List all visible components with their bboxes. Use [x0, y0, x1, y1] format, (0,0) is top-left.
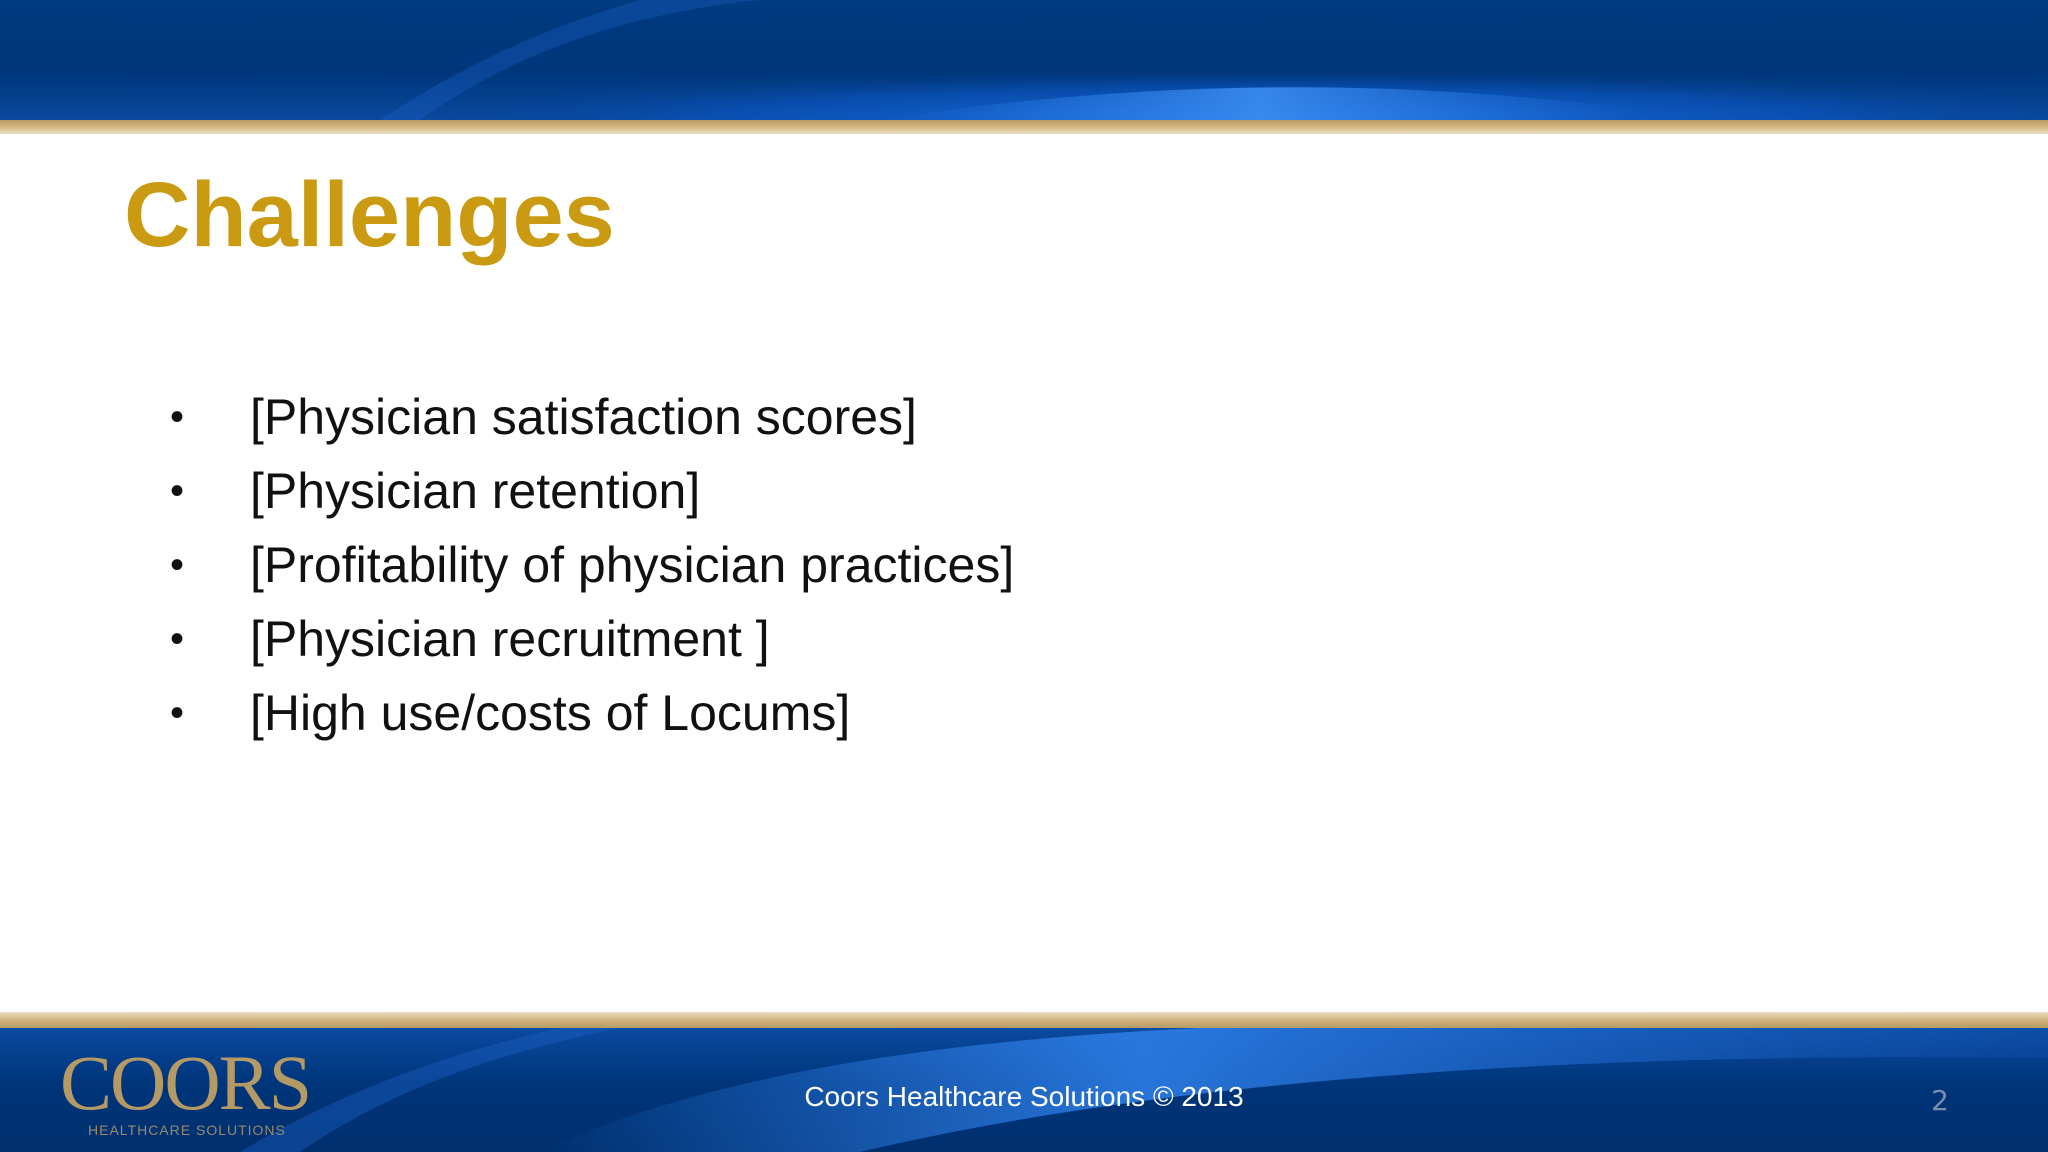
footer-copyright: Coors Healthcare Solutions © 2013 [804, 1081, 1244, 1112]
bullet-dot: • [170, 617, 185, 661]
bullet-dot: • [170, 469, 185, 513]
page-number: 2 [1931, 1084, 1949, 1117]
bullet-text: [Profitability of physician practices] [250, 537, 1015, 593]
bottom-gold-stripe [0, 1012, 2048, 1028]
bullet-dot: • [170, 691, 185, 735]
bullet-text: [Physician recruitment ] [250, 611, 770, 667]
top-gold-stripe [0, 120, 2048, 134]
bullet-text: [High use/costs of Locums] [250, 685, 851, 741]
bullet-text: [Physician retention] [250, 463, 701, 519]
bullet-text: [Physician satisfaction scores] [250, 389, 917, 445]
top-banner-swoosh [0, 0, 2048, 120]
logo-wordmark: COORS [60, 1039, 311, 1126]
slide-title: Challenges [124, 164, 615, 266]
bullet-dot: • [170, 543, 185, 587]
top-banner [0, 0, 2048, 120]
bullet-dot: • [170, 395, 185, 439]
logo-tagline: HEALTHCARE SOLUTIONS [88, 1122, 286, 1138]
